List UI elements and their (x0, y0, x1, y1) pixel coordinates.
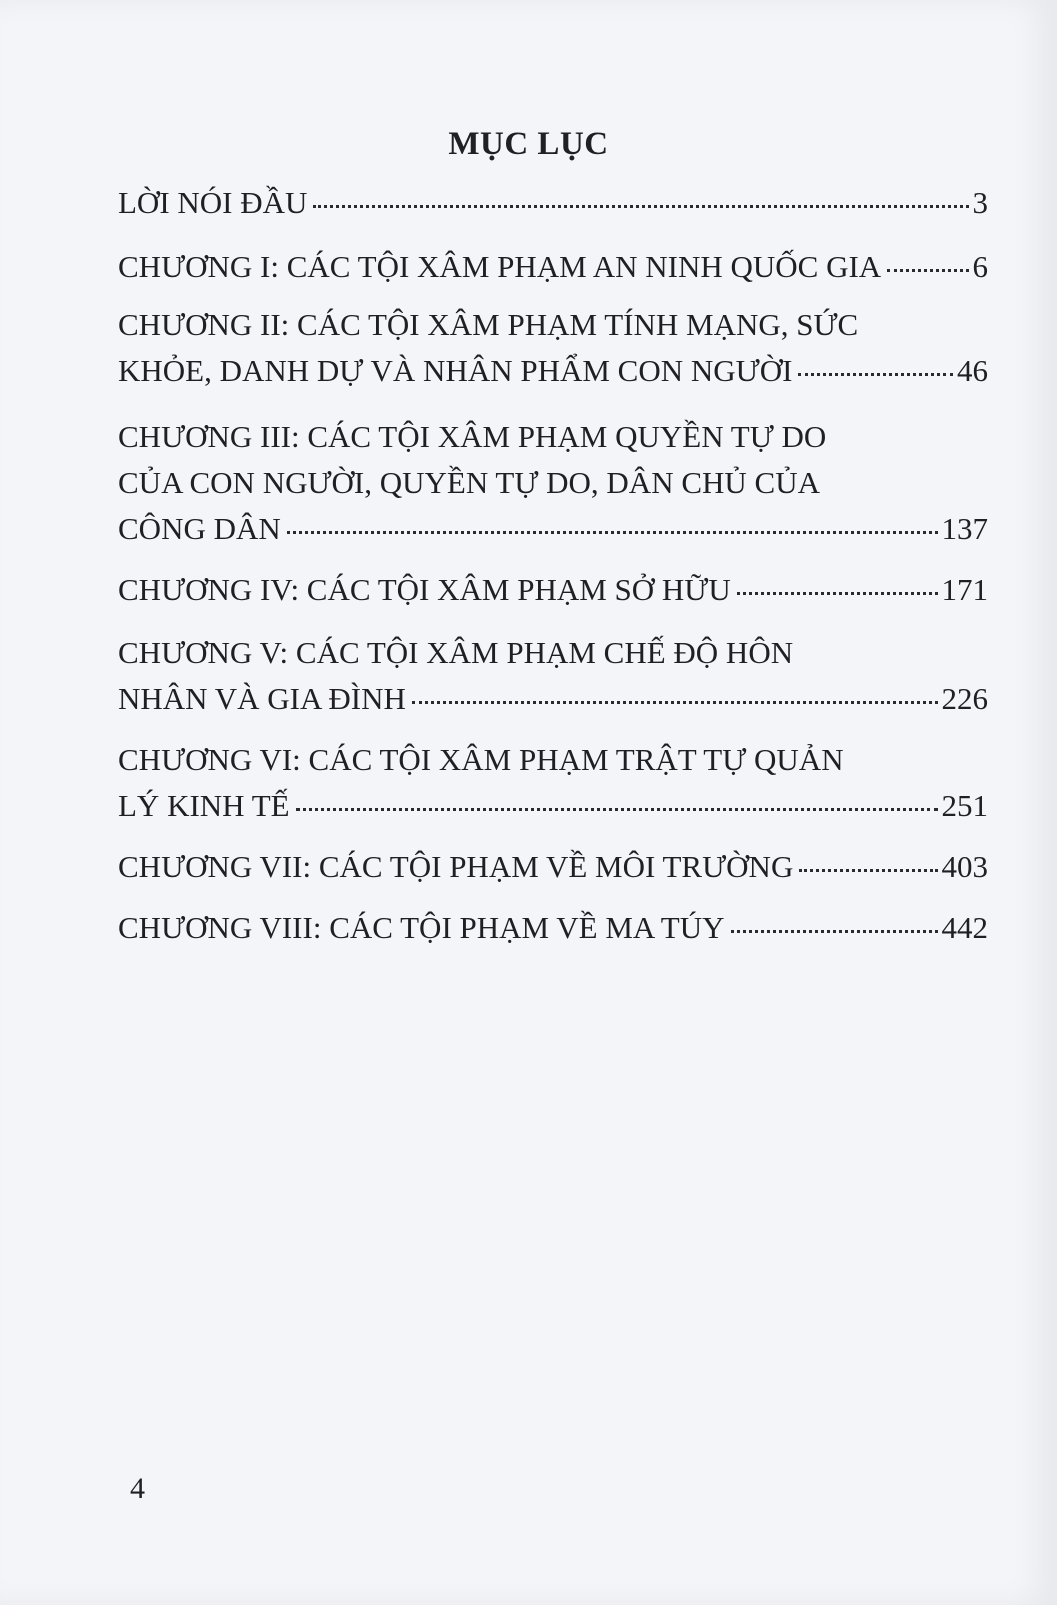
toc-page-number: 3 (972, 185, 988, 220)
dot-leader (412, 701, 938, 704)
dot-leader (798, 373, 953, 376)
toc-entry-chapter-7 (118, 844, 988, 890)
toc-entry-chapter-3 (118, 414, 988, 552)
toc-entry-title: CHƯƠNG I: CÁC TỘI XÂM PHẠM AN NINH QUỐC GIA (118, 249, 882, 284)
page-number: 4 (130, 1472, 145, 1505)
toc-entry-title: CHƯƠNG IV: CÁC TỘI XÂM PHẠM SỞ HỮU (118, 572, 731, 607)
toc-entry-chapter-5 (118, 630, 988, 722)
toc-entry-title-line: NHÂN VÀ GIA ĐÌNH (118, 681, 406, 716)
dot-leader (287, 531, 938, 534)
toc-entry-preface (118, 180, 988, 226)
toc-entry-title-line: CHƯƠNG II: CÁC TỘI XÂM PHẠM TÍNH MẠNG, SỨC (118, 307, 859, 342)
toc-page-number: 251 (941, 788, 988, 823)
dot-leader (296, 808, 938, 811)
toc-page-number: 442 (941, 910, 988, 945)
toc-page-number: 46 (957, 353, 988, 388)
toc-entry-chapter-2 (118, 302, 988, 394)
toc-title: MỤC LỤC (448, 126, 609, 162)
dot-leader (799, 869, 937, 872)
toc-entry-chapter-1 (118, 244, 988, 290)
toc-entry-chapter-8 (118, 905, 988, 951)
toc-entry-title: CHƯƠNG VIII: CÁC TỘI PHẠM VỀ MA TÚY (118, 910, 725, 945)
toc-entry-chapter-6 (118, 737, 988, 829)
toc-entry-title-line: KHỎE, DANH DỰ VÀ NHÂN PHẨM CON NGƯỜI (118, 353, 793, 388)
toc-entry-title-line: CÔNG DÂN (118, 511, 281, 546)
toc-page-number: 137 (941, 511, 988, 546)
toc-entry-title: CHƯƠNG VII: CÁC TỘI PHẠM VỀ MÔI TRƯỜNG (118, 849, 794, 884)
toc-entry-chapter-4 (118, 567, 988, 613)
toc-entry-title-line: CHƯƠNG III: CÁC TỘI XÂM PHẠM QUYỀN TỰ DO (118, 419, 827, 454)
dot-leader (313, 205, 968, 208)
toc-entry-title-line: CHƯƠNG V: CÁC TỘI XÂM PHẠM CHẾ ĐỘ HÔN (118, 635, 794, 670)
toc-page-number: 226 (941, 681, 988, 716)
dot-leader (731, 930, 938, 933)
toc-page-number: 6 (972, 249, 988, 284)
toc-page-number: 171 (941, 572, 988, 607)
dot-leader (887, 269, 968, 272)
toc-entry-title-line: CHƯƠNG VI: CÁC TỘI XÂM PHẠM TRẬT TỰ QUẢN (118, 742, 844, 777)
toc-entry-title-line: CỦA CON NGƯỜI, QUYỀN TỰ DO, DÂN CHỦ CỦA (118, 465, 820, 500)
toc-entry-title: LỜI NÓI ĐẦU (118, 185, 308, 220)
dot-leader (737, 592, 938, 595)
toc-page-number: 403 (941, 849, 988, 884)
toc-entry-title-line: LÝ KINH TẾ (118, 788, 290, 823)
